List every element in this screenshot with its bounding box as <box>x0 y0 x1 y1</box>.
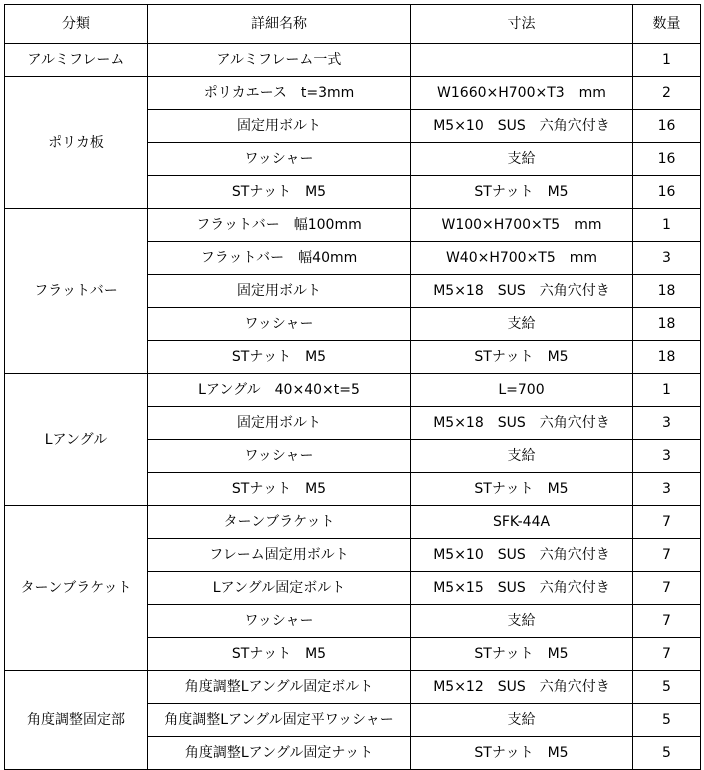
quantity-cell: 5 <box>633 704 701 737</box>
header-dimension: 寸法 <box>411 5 633 44</box>
dimension-cell: W40×H700×T5 mm <box>411 242 633 275</box>
item-name-cell: STナット M5 <box>148 176 411 209</box>
quantity-cell: 3 <box>633 242 701 275</box>
item-name-cell: Lアングル 40×40×t=5 <box>148 374 411 407</box>
header-name: 詳細名称 <box>148 5 411 44</box>
dimension-cell: 支給 <box>411 605 633 638</box>
dimension-cell: W100×H700×T5 mm <box>411 209 633 242</box>
header-row <box>5 5 701 44</box>
item-name-cell: ターンブラケット <box>148 506 411 539</box>
category-cell: ポリカ板 <box>5 77 148 209</box>
item-name-cell: 固定用ボルト <box>148 407 411 440</box>
dimension-cell: M5×15 SUS 六角穴付き <box>411 572 633 605</box>
item-name-cell: フレーム固定用ボルト <box>148 539 411 572</box>
dimension-cell: SFK-44A <box>411 506 633 539</box>
quantity-cell: 16 <box>633 176 701 209</box>
dimension-cell: L=700 <box>411 374 633 407</box>
dimension-cell: STナット M5 <box>411 638 633 671</box>
dimension-cell: STナット M5 <box>411 737 633 770</box>
category-cell: 角度調整固定部 <box>5 671 148 770</box>
category-cell: アルミフレーム <box>5 44 148 77</box>
dimension-cell: STナット M5 <box>411 341 633 374</box>
table-row <box>5 506 701 539</box>
dimension-cell: 支給 <box>411 143 633 176</box>
quantity-cell: 3 <box>633 440 701 473</box>
header-category: 分類 <box>5 5 148 44</box>
quantity-cell: 1 <box>633 44 701 77</box>
dimension-cell: STナット M5 <box>411 176 633 209</box>
quantity-cell: 1 <box>633 209 701 242</box>
quantity-cell: 7 <box>633 638 701 671</box>
quantity-cell: 7 <box>633 506 701 539</box>
item-name-cell: STナット M5 <box>148 638 411 671</box>
dimension-cell: M5×10 SUS 六角穴付き <box>411 110 633 143</box>
dimension-cell: STナット M5 <box>411 473 633 506</box>
quantity-cell: 18 <box>633 275 701 308</box>
quantity-cell: 7 <box>633 605 701 638</box>
dimension-cell: M5×10 SUS 六角穴付き <box>411 539 633 572</box>
category-cell: フラットバー <box>5 209 148 374</box>
item-name-cell: 固定用ボルト <box>148 110 411 143</box>
item-name-cell: ワッシャー <box>148 605 411 638</box>
quantity-cell: 18 <box>633 341 701 374</box>
quantity-cell: 7 <box>633 539 701 572</box>
dimension-cell <box>411 44 633 77</box>
dimension-cell: W1660×H700×T3 mm <box>411 77 633 110</box>
quantity-cell: 7 <box>633 572 701 605</box>
quantity-cell: 3 <box>633 473 701 506</box>
item-name-cell: フラットバー 幅40mm <box>148 242 411 275</box>
table-row <box>5 44 701 77</box>
dimension-cell: M5×18 SUS 六角穴付き <box>411 407 633 440</box>
quantity-cell: 5 <box>633 671 701 704</box>
dimension-cell: M5×12 SUS 六角穴付き <box>411 671 633 704</box>
quantity-cell: 18 <box>633 308 701 341</box>
item-name-cell: フラットバー 幅100mm <box>148 209 411 242</box>
category-cell: ターンブラケット <box>5 506 148 671</box>
category-cell: Lアングル <box>5 374 148 506</box>
item-name-cell: 角度調整Lアングル固定ボルト <box>148 671 411 704</box>
item-name-cell: STナット M5 <box>148 473 411 506</box>
quantity-cell: 2 <box>633 77 701 110</box>
dimension-cell: M5×18 SUS 六角穴付き <box>411 275 633 308</box>
dimension-cell: 支給 <box>411 308 633 341</box>
table-row <box>5 374 701 407</box>
quantity-cell: 16 <box>633 143 701 176</box>
item-name-cell: ワッシャー <box>148 308 411 341</box>
item-name-cell: Lアングル固定ボルト <box>148 572 411 605</box>
table-row <box>5 209 701 242</box>
dimension-cell: 支給 <box>411 704 633 737</box>
item-name-cell: ワッシャー <box>148 440 411 473</box>
item-name-cell: 固定用ボルト <box>148 275 411 308</box>
parts-table <box>4 4 701 770</box>
item-name-cell: 角度調整Lアングル固定平ワッシャー <box>148 704 411 737</box>
quantity-cell: 1 <box>633 374 701 407</box>
quantity-cell: 16 <box>633 110 701 143</box>
table-row <box>5 671 701 704</box>
table-body <box>5 44 701 770</box>
item-name-cell: 角度調整Lアングル固定ナット <box>148 737 411 770</box>
item-name-cell: ワッシャー <box>148 143 411 176</box>
item-name-cell: アルミフレーム一式 <box>148 44 411 77</box>
table-row <box>5 77 701 110</box>
item-name-cell: ポリカエース t=3mm <box>148 77 411 110</box>
dimension-cell: 支給 <box>411 440 633 473</box>
header-quantity: 数量 <box>633 5 701 44</box>
quantity-cell: 5 <box>633 737 701 770</box>
item-name-cell: STナット M5 <box>148 341 411 374</box>
quantity-cell: 3 <box>633 407 701 440</box>
